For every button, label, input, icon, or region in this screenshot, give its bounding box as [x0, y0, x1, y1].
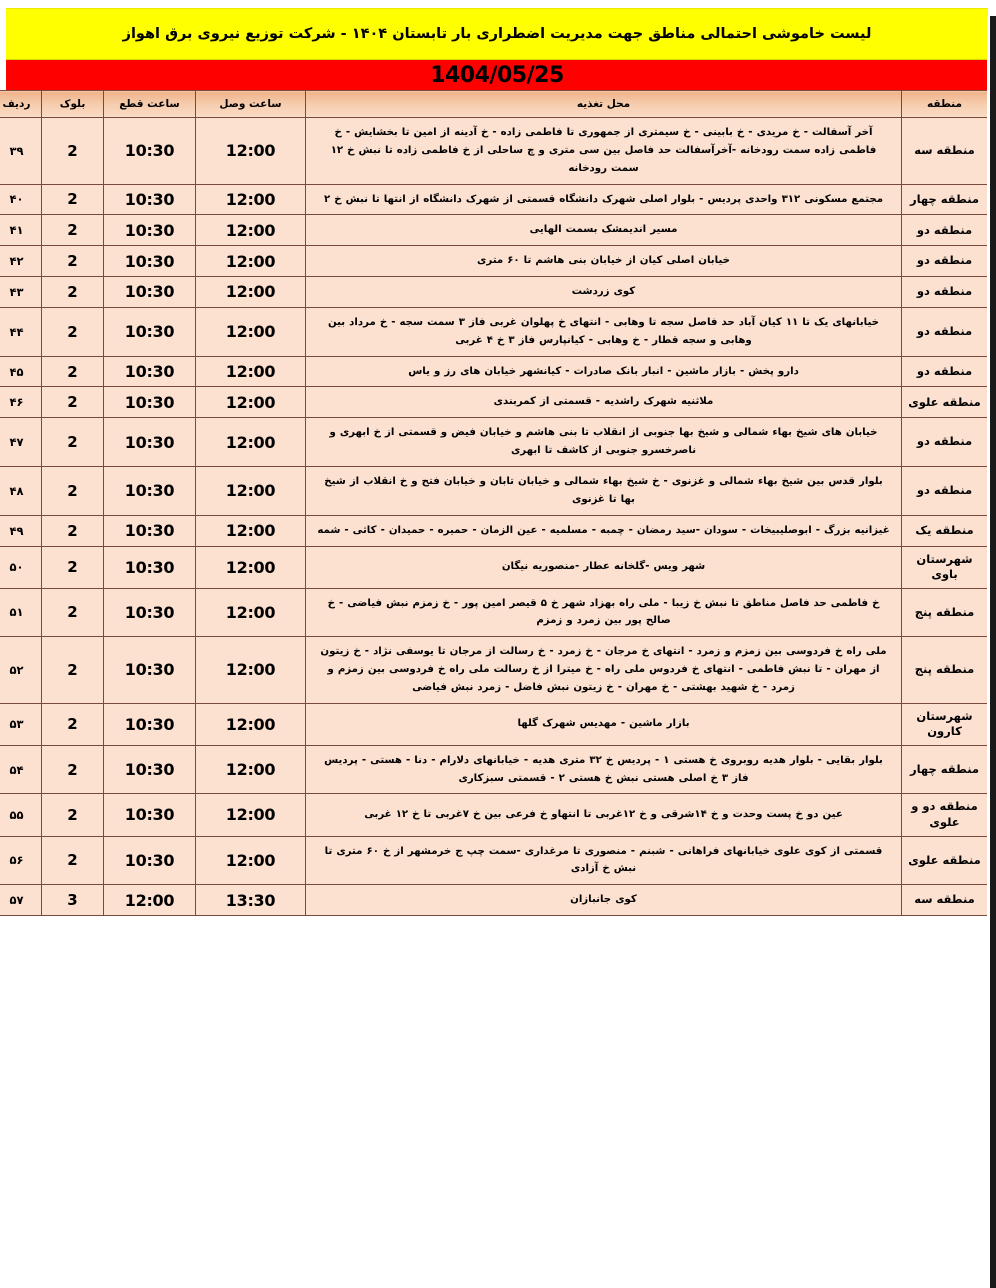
cell-block: 2	[42, 546, 104, 588]
cell-place: غیزانیه بزرگ - ابوصلیبیخات - سودان -سید رمضان - چمبه - مسلمیه - عین الزمان - حمیره - حمیدان - کاثی - شمه	[306, 515, 902, 546]
outage-schedule-page	[0, 8, 996, 1288]
cell-index: ۵۳	[0, 703, 42, 745]
cell-index: ۴۰	[0, 184, 42, 215]
cell-block: 2	[42, 637, 104, 704]
page-edge-dark	[990, 16, 996, 1288]
cell-block: 2	[42, 418, 104, 467]
cell-time-on: 12:00	[196, 794, 306, 836]
cell-zone: شهرستان کارون	[902, 703, 988, 745]
cell-zone: منطقه پنج	[902, 637, 988, 704]
cell-time-on: 12:00	[196, 588, 306, 637]
cell-time-off: 10:30	[104, 745, 196, 794]
cell-time-on: 12:00	[196, 836, 306, 885]
cell-time-on: 12:00	[196, 703, 306, 745]
cell-place: خ فاطمی حد فاصل مناطق تا نبش خ زیبا - ملی راه بهزاد شهر خ ۵ قیصر امین پور - خ زمزم نبش فیاضی - خ صالح پور بین زمرد و زمزم	[306, 588, 902, 637]
cell-time-on: 12:00	[196, 637, 306, 704]
cell-index: ۴۵	[0, 356, 42, 387]
table-row	[0, 215, 988, 246]
column-header-place: محل تغذیه	[306, 91, 902, 118]
cell-time-on: 12:00	[196, 215, 306, 246]
cell-block: 2	[42, 588, 104, 637]
cell-index: ۵۲	[0, 637, 42, 704]
cell-block: 3	[42, 885, 104, 916]
cell-place: خیابان اصلی کیان از خیابان بنی هاشم تا ۶۰ متری	[306, 246, 902, 277]
cell-place: بازار ماشین - مهدیس شهرک گلها	[306, 703, 902, 745]
cell-time-off: 10:30	[104, 418, 196, 467]
cell-place: خیابانهای یک تا ۱۱ کیان آباد حد فاصل سجه تا وهابی - انتهای خ پهلوان غربی فاز ۳ سمت سجه - خ مرداد بین وهابی و سجه قطار - خ وهابی - کیانپارس فاز ۳ خ ۴ غربی	[306, 307, 902, 356]
page-title: لیست خاموشی احتمالی مناطق جهت مدیریت اضطراری بار تابستان ۱۴۰۴ - شرکت توزیع نیروی برق اهواز	[122, 26, 872, 42]
cell-index: ۳۹	[0, 118, 42, 185]
table-row	[0, 836, 988, 885]
cell-place: کوی جانبازان	[306, 885, 902, 916]
schedule-date: 1404/05/25	[430, 62, 564, 88]
cell-place: کوی زردشت	[306, 277, 902, 308]
cell-time-on: 12:00	[196, 387, 306, 418]
cell-block: 2	[42, 466, 104, 515]
table-row	[0, 246, 988, 277]
column-header-index: ردیف	[0, 91, 42, 118]
cell-zone: منطقه دو	[902, 418, 988, 467]
cell-index: ۵۶	[0, 836, 42, 885]
column-header-time-off: ساعت قطع	[104, 91, 196, 118]
cell-zone: منطقه چهار	[902, 184, 988, 215]
cell-index: ۴۳	[0, 277, 42, 308]
cell-block: 2	[42, 215, 104, 246]
cell-place: شهر ویس -گلخانه عطار -منصوریه نیگان	[306, 546, 902, 588]
cell-index: ۵۷	[0, 885, 42, 916]
cell-time-off: 12:00	[104, 885, 196, 916]
cell-time-off: 10:30	[104, 466, 196, 515]
cell-time-off: 10:30	[104, 703, 196, 745]
table-row	[0, 885, 988, 916]
cell-block: 2	[42, 745, 104, 794]
cell-zone: منطقه دو	[902, 215, 988, 246]
cell-block: 2	[42, 277, 104, 308]
table-body	[0, 118, 988, 916]
cell-time-on: 12:00	[196, 546, 306, 588]
table-row	[0, 307, 988, 356]
table-row	[0, 418, 988, 467]
cell-time-off: 10:30	[104, 387, 196, 418]
cell-zone: منطقه علوی	[902, 836, 988, 885]
cell-index: ۴۸	[0, 466, 42, 515]
table-row	[0, 277, 988, 308]
column-header-time-on: ساعت وصل	[196, 91, 306, 118]
table-row	[0, 515, 988, 546]
table-row	[0, 546, 988, 588]
cell-time-off: 10:30	[104, 277, 196, 308]
table-header	[0, 91, 988, 118]
cell-zone: منطقه یک	[902, 515, 988, 546]
cell-place: ملاثنیه شهرک راشدیه - قسمتی از کمربندی	[306, 387, 902, 418]
cell-zone: منطقه دو	[902, 356, 988, 387]
cell-zone: منطقه سه	[902, 118, 988, 185]
cell-time-on: 12:00	[196, 118, 306, 185]
table-row	[0, 118, 988, 185]
cell-time-on: 12:00	[196, 356, 306, 387]
cell-block: 2	[42, 515, 104, 546]
cell-zone: منطقه چهار	[902, 745, 988, 794]
cell-time-on: 12:00	[196, 307, 306, 356]
cell-zone: شهرستان باوی	[902, 546, 988, 588]
title-banner	[6, 8, 988, 59]
cell-block: 2	[42, 794, 104, 836]
cell-time-on: 12:00	[196, 418, 306, 467]
cell-block: 2	[42, 118, 104, 185]
cell-place: آخر آسفالت - خ مریدی - خ بابینی - خ سیمتری از جمهوری تا فاطمی زاده - خ آدینه از امین تا بخشایش - خ فاطمی زاده سمت رودخانه -آخرآسفالت حد فاصل بین سی متری و چ ساحلی از خ فاطمی زاده تا نبش خ ۱۲ سمت رودخانه	[306, 118, 902, 185]
table-row	[0, 637, 988, 704]
cell-index: ۵۱	[0, 588, 42, 637]
cell-time-on: 12:00	[196, 745, 306, 794]
cell-zone: منطقه دو	[902, 277, 988, 308]
cell-place: مجتمع مسکونی ۳۱۲ واحدی پردیس - بلوار اصلی شهرک دانشگاه قسمتی از شهرک دانشگاه از انتها تا نبش خ ۲	[306, 184, 902, 215]
cell-time-on: 12:00	[196, 277, 306, 308]
cell-place: ملی راه خ فردوسی بین زمزم و زمرد - انتهای خ مرجان - خ زمرد - خ رسالت از مرجان تا یوسفی نژاد - خ زیتون از مهران - تا نبش فاطمی - انتهای خ فردوس ملی راه - خ میترا از خ رسالت ملی راه خ فردوسی بین زمزم و زمرد - خ شهید بهشتی - خ مهران - خ زیتون نبش فاضل - زمرد نبش فیاضی	[306, 637, 902, 704]
cell-index: ۴۹	[0, 515, 42, 546]
cell-time-on: 12:00	[196, 184, 306, 215]
cell-time-off: 10:30	[104, 794, 196, 836]
cell-block: 2	[42, 387, 104, 418]
cell-time-off: 10:30	[104, 215, 196, 246]
outage-table	[0, 90, 988, 916]
cell-zone: منطقه دو	[902, 307, 988, 356]
cell-index: ۴۴	[0, 307, 42, 356]
cell-time-off: 10:30	[104, 356, 196, 387]
cell-index: ۴۱	[0, 215, 42, 246]
cell-zone: منطقه دو	[902, 466, 988, 515]
cell-index: ۴۷	[0, 418, 42, 467]
cell-index: ۴۶	[0, 387, 42, 418]
cell-time-off: 10:30	[104, 588, 196, 637]
cell-block: 2	[42, 184, 104, 215]
date-bar	[6, 59, 988, 90]
cell-index: ۵۴	[0, 745, 42, 794]
column-header-zone: منطقه	[902, 91, 988, 118]
cell-time-off: 10:30	[104, 546, 196, 588]
table-row	[0, 387, 988, 418]
cell-index: ۴۲	[0, 246, 42, 277]
table-row	[0, 703, 988, 745]
cell-time-off: 10:30	[104, 184, 196, 215]
cell-place: قسمتی از کوی علوی خیابانهای فراهانی - شبنم - منصوری تا مرغداری -سمت چپ ج خرمشهر از خ ۶۰ متری تا نبش خ آزادی	[306, 836, 902, 885]
cell-place: عین دو خ پست وحدت و خ ۱۴شرقی و خ ۱۲غربی تا انتهاو خ فرعی بین خ ۷غربی تا خ ۱۲ غربی	[306, 794, 902, 836]
table-row	[0, 184, 988, 215]
cell-time-off: 10:30	[104, 515, 196, 546]
cell-time-on: 13:30	[196, 885, 306, 916]
cell-time-off: 10:30	[104, 246, 196, 277]
cell-zone: منطقه دو و علوی	[902, 794, 988, 836]
table-row	[0, 794, 988, 836]
table-row	[0, 745, 988, 794]
cell-zone: منطقه دو	[902, 246, 988, 277]
cell-time-off: 10:30	[104, 307, 196, 356]
table-row	[0, 466, 988, 515]
cell-time-on: 12:00	[196, 246, 306, 277]
cell-block: 2	[42, 836, 104, 885]
cell-time-off: 10:30	[104, 637, 196, 704]
cell-zone: منطقه پنج	[902, 588, 988, 637]
cell-place: خیابان های شیخ بهاء شمالی و شیخ بها جنوبی از انقلاب تا بنی هاشم و خیابان فیض و قسمتی از خ ابهری و ناصرخسرو جنوبی از کاشف تا ابهری	[306, 418, 902, 467]
cell-block: 2	[42, 246, 104, 277]
table-row	[0, 588, 988, 637]
cell-block: 2	[42, 703, 104, 745]
cell-place: بلوار بقایی - بلوار هدیه روبروی خ هستی ۱ - پردیس خ ۳۲ متری هدیه - خیابانهای دلارام - دنا - هستی - پردیس فاز ۳ خ اصلی هستی نبش خ هستی ۲ - قسمتی سبزکاری	[306, 745, 902, 794]
cell-place: دارو پخش - بازار ماشین - انبار بانک صادرات - کیانشهر خیابان های رز و یاس	[306, 356, 902, 387]
cell-zone: منطقه سه	[902, 885, 988, 916]
cell-block: 2	[42, 307, 104, 356]
cell-time-off: 10:30	[104, 836, 196, 885]
table-header-row	[0, 91, 988, 118]
cell-index: ۵۰	[0, 546, 42, 588]
cell-time-on: 12:00	[196, 515, 306, 546]
column-header-block: بلوک	[42, 91, 104, 118]
cell-zone: منطقه علوی	[902, 387, 988, 418]
cell-place: مسیر اندیمشک بسمت الهایی	[306, 215, 902, 246]
cell-block: 2	[42, 356, 104, 387]
cell-time-off: 10:30	[104, 118, 196, 185]
cell-time-on: 12:00	[196, 466, 306, 515]
cell-index: ۵۵	[0, 794, 42, 836]
cell-place: بلوار قدس بین شیخ بهاء شمالی و غزنوی - خ شیخ بهاء شمالی و خیابان تابان و خیابان فتح و خ انقلاب از شیخ بها تا غزنوی	[306, 466, 902, 515]
table-row	[0, 356, 988, 387]
